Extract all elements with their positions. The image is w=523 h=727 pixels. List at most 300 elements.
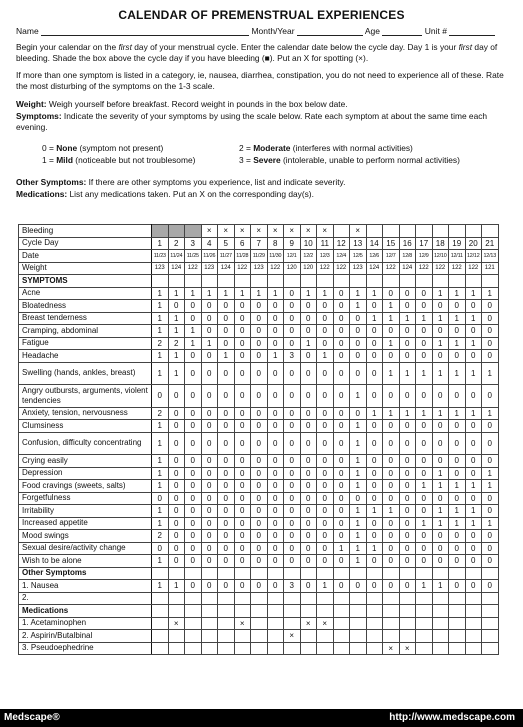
symptom-rating-cell[interactable]: 0: [267, 480, 284, 493]
symptom-rating-cell[interactable]: 0: [449, 542, 466, 555]
symptom-rating-cell[interactable]: 0: [333, 530, 350, 543]
symptom-rating-cell[interactable]: 0: [234, 542, 251, 555]
symptom-rating-cell[interactable]: 1: [366, 407, 383, 420]
symptom-rating-cell[interactable]: 0: [218, 480, 235, 493]
medication-cell[interactable]: [366, 630, 383, 643]
symptom-rating-cell[interactable]: 0: [383, 517, 400, 530]
symptom-rating-cell[interactable]: 0: [201, 492, 218, 505]
symptom-rating-cell[interactable]: 1: [465, 480, 482, 493]
other-symptom-cell[interactable]: 0: [218, 580, 235, 593]
medication-cell[interactable]: [284, 642, 301, 655]
symptom-rating-cell[interactable]: 0: [416, 350, 433, 363]
other-symptom-cell[interactable]: [465, 592, 482, 605]
date-cell[interactable]: 11/27: [218, 250, 235, 263]
symptom-rating-cell[interactable]: 1: [482, 480, 499, 493]
symptom-rating-cell[interactable]: 0: [267, 492, 284, 505]
symptom-rating-cell[interactable]: 1: [350, 517, 367, 530]
symptom-rating-cell[interactable]: 1: [449, 362, 466, 385]
other-symptom-cell[interactable]: [416, 592, 433, 605]
symptom-rating-cell[interactable]: 0: [185, 492, 202, 505]
symptom-rating-cell[interactable]: 0: [300, 432, 317, 455]
medication-cell[interactable]: [300, 630, 317, 643]
bleeding-shaded-cell[interactable]: [185, 225, 202, 238]
symptom-rating-cell[interactable]: 1: [152, 505, 169, 518]
spotting-x-cell[interactable]: ×: [201, 225, 218, 238]
symptom-rating-cell[interactable]: 0: [234, 467, 251, 480]
symptom-rating-cell[interactable]: 0: [284, 420, 301, 433]
weight-cell[interactable]: 124: [366, 262, 383, 275]
symptom-rating-cell[interactable]: 0: [267, 530, 284, 543]
symptom-rating-cell[interactable]: 0: [416, 337, 433, 350]
medication-cell[interactable]: [201, 617, 218, 630]
symptom-rating-cell[interactable]: 0: [267, 337, 284, 350]
symptom-rating-cell[interactable]: 0: [399, 287, 416, 300]
symptom-rating-cell[interactable]: 0: [383, 555, 400, 568]
symptom-rating-cell[interactable]: 1: [350, 420, 367, 433]
symptom-rating-cell[interactable]: 0: [333, 505, 350, 518]
date-cell[interactable]: 12/5: [350, 250, 367, 263]
symptom-rating-cell[interactable]: 0: [251, 312, 268, 325]
symptom-rating-cell[interactable]: 0: [201, 385, 218, 408]
symptom-rating-cell[interactable]: 0: [234, 455, 251, 468]
cycle-day-cell[interactable]: 11: [317, 237, 334, 250]
symptom-rating-cell[interactable]: 1: [383, 300, 400, 313]
symptom-rating-cell[interactable]: 0: [333, 555, 350, 568]
symptom-rating-cell[interactable]: 1: [449, 505, 466, 518]
symptom-rating-cell[interactable]: 1: [432, 505, 449, 518]
other-symptom-cell[interactable]: 3: [284, 580, 301, 593]
symptom-rating-cell[interactable]: 0: [284, 505, 301, 518]
symptom-rating-cell[interactable]: 0: [366, 517, 383, 530]
weight-cell[interactable]: 123: [350, 262, 367, 275]
other-symptom-cell[interactable]: [152, 592, 169, 605]
symptom-rating-cell[interactable]: 0: [185, 467, 202, 480]
medication-cell[interactable]: [251, 630, 268, 643]
symptom-rating-cell[interactable]: 0: [399, 420, 416, 433]
symptom-rating-cell[interactable]: 0: [218, 325, 235, 338]
symptom-rating-cell[interactable]: 0: [300, 325, 317, 338]
symptom-rating-cell[interactable]: 1: [152, 555, 169, 568]
symptom-rating-cell[interactable]: 0: [399, 432, 416, 455]
symptom-rating-cell[interactable]: 0: [333, 287, 350, 300]
symptom-rating-cell[interactable]: 0: [284, 517, 301, 530]
symptom-rating-cell[interactable]: 0: [482, 432, 499, 455]
symptom-rating-cell[interactable]: 0: [201, 505, 218, 518]
medication-cell[interactable]: [317, 642, 334, 655]
symptom-rating-cell[interactable]: 0: [416, 467, 433, 480]
other-symptom-cell[interactable]: [432, 592, 449, 605]
medication-cell[interactable]: [482, 617, 499, 630]
symptom-rating-cell[interactable]: 0: [416, 325, 433, 338]
symptom-rating-cell[interactable]: 1: [465, 337, 482, 350]
symptom-rating-cell[interactable]: 0: [416, 385, 433, 408]
symptom-rating-cell[interactable]: 0: [482, 325, 499, 338]
symptom-rating-cell[interactable]: 0: [300, 420, 317, 433]
other-symptom-cell[interactable]: 1: [152, 580, 169, 593]
date-cell[interactable]: 12/13: [482, 250, 499, 263]
date-cell[interactable]: 12/3: [317, 250, 334, 263]
symptom-rating-cell[interactable]: 0: [383, 467, 400, 480]
symptom-rating-cell[interactable]: 0: [267, 467, 284, 480]
date-cell[interactable]: 12/2: [300, 250, 317, 263]
symptom-rating-cell[interactable]: 0: [284, 337, 301, 350]
symptom-rating-cell[interactable]: 0: [383, 420, 400, 433]
symptom-rating-cell[interactable]: 2: [168, 337, 185, 350]
symptom-rating-cell[interactable]: 1: [383, 505, 400, 518]
symptom-rating-cell[interactable]: 0: [416, 530, 433, 543]
symptom-rating-cell[interactable]: 0: [432, 555, 449, 568]
symptom-rating-cell[interactable]: 0: [482, 455, 499, 468]
medication-cell[interactable]: [416, 642, 433, 655]
other-symptom-cell[interactable]: 1: [317, 580, 334, 593]
weight-cell[interactable]: 122: [449, 262, 466, 275]
symptom-rating-cell[interactable]: 1: [432, 480, 449, 493]
symptom-rating-cell[interactable]: 1: [350, 385, 367, 408]
symptom-rating-cell[interactable]: 1: [449, 480, 466, 493]
date-cell[interactable]: 11/25: [185, 250, 202, 263]
medication-cell[interactable]: [399, 630, 416, 643]
medication-cell[interactable]: [350, 642, 367, 655]
symptom-rating-cell[interactable]: 0: [218, 492, 235, 505]
symptom-rating-cell[interactable]: 1: [152, 467, 169, 480]
medication-taken-cell[interactable]: ×: [168, 617, 185, 630]
symptom-rating-cell[interactable]: 0: [168, 542, 185, 555]
symptom-rating-cell[interactable]: 1: [152, 287, 169, 300]
symptom-rating-cell[interactable]: 0: [168, 505, 185, 518]
symptom-rating-cell[interactable]: 1: [152, 420, 169, 433]
symptom-rating-cell[interactable]: 1: [317, 350, 334, 363]
cycle-day-cell[interactable]: 2: [168, 237, 185, 250]
symptom-rating-cell[interactable]: 0: [234, 312, 251, 325]
weight-cell[interactable]: 122: [317, 262, 334, 275]
symptom-rating-cell[interactable]: 0: [465, 325, 482, 338]
symptom-rating-cell[interactable]: 0: [251, 480, 268, 493]
symptom-rating-cell[interactable]: 1: [416, 480, 433, 493]
symptom-rating-cell[interactable]: 0: [449, 385, 466, 408]
symptom-rating-cell[interactable]: 0: [284, 530, 301, 543]
symptom-rating-cell[interactable]: 0: [201, 362, 218, 385]
weight-cell[interactable]: 124: [168, 262, 185, 275]
symptom-rating-cell[interactable]: 0: [251, 407, 268, 420]
other-symptom-cell[interactable]: 0: [201, 580, 218, 593]
symptom-rating-cell[interactable]: 0: [317, 555, 334, 568]
symptom-rating-cell[interactable]: 0: [399, 542, 416, 555]
symptom-rating-cell[interactable]: 0: [366, 362, 383, 385]
symptom-rating-cell[interactable]: 0: [482, 542, 499, 555]
symptom-rating-cell[interactable]: 0: [482, 385, 499, 408]
symptom-rating-cell[interactable]: 0: [465, 432, 482, 455]
symptom-rating-cell[interactable]: 0: [432, 300, 449, 313]
other-symptom-cell[interactable]: 0: [449, 580, 466, 593]
other-symptom-cell[interactable]: [383, 592, 400, 605]
medication-cell[interactable]: [383, 630, 400, 643]
symptom-rating-cell[interactable]: 1: [350, 505, 367, 518]
symptom-rating-cell[interactable]: 0: [201, 350, 218, 363]
symptom-rating-cell[interactable]: 1: [350, 530, 367, 543]
symptom-rating-cell[interactable]: 1: [300, 287, 317, 300]
medication-cell[interactable]: [333, 630, 350, 643]
symptom-rating-cell[interactable]: 0: [383, 350, 400, 363]
symptom-rating-cell[interactable]: 0: [333, 312, 350, 325]
symptom-rating-cell[interactable]: 0: [168, 555, 185, 568]
medication-cell[interactable]: [201, 630, 218, 643]
symptom-rating-cell[interactable]: 0: [267, 420, 284, 433]
symptom-rating-cell[interactable]: 0: [201, 542, 218, 555]
date-cell[interactable]: 11/24: [168, 250, 185, 263]
symptom-rating-cell[interactable]: 1: [350, 455, 367, 468]
symptom-rating-cell[interactable]: 0: [317, 542, 334, 555]
symptom-rating-cell[interactable]: 0: [185, 420, 202, 433]
medication-cell[interactable]: [300, 642, 317, 655]
medication-cell[interactable]: [366, 642, 383, 655]
symptom-rating-cell[interactable]: 0: [201, 325, 218, 338]
symptom-rating-cell[interactable]: 1: [251, 287, 268, 300]
symptom-rating-cell[interactable]: 0: [185, 505, 202, 518]
symptom-rating-cell[interactable]: 0: [284, 492, 301, 505]
symptom-rating-cell[interactable]: 0: [168, 385, 185, 408]
symptom-rating-cell[interactable]: 0: [251, 467, 268, 480]
symptom-rating-cell[interactable]: 0: [218, 455, 235, 468]
symptom-rating-cell[interactable]: 0: [251, 337, 268, 350]
symptom-rating-cell[interactable]: 0: [366, 530, 383, 543]
symptom-rating-cell[interactable]: 0: [300, 492, 317, 505]
symptom-rating-cell[interactable]: 0: [399, 455, 416, 468]
bleeding-cell[interactable]: [366, 225, 383, 238]
symptom-rating-cell[interactable]: 0: [201, 530, 218, 543]
weight-cell[interactable]: 122: [267, 262, 284, 275]
symptom-rating-cell[interactable]: 0: [465, 542, 482, 555]
symptom-rating-cell[interactable]: 0: [482, 350, 499, 363]
symptom-rating-cell[interactable]: 3: [284, 350, 301, 363]
symptom-rating-cell[interactable]: 0: [251, 362, 268, 385]
symptom-rating-cell[interactable]: 1: [185, 325, 202, 338]
symptom-rating-cell[interactable]: 0: [300, 517, 317, 530]
date-cell[interactable]: 11/26: [201, 250, 218, 263]
symptom-rating-cell[interactable]: 0: [366, 325, 383, 338]
symptom-rating-cell[interactable]: 0: [152, 542, 169, 555]
symptom-rating-cell[interactable]: 0: [333, 480, 350, 493]
symptom-rating-cell[interactable]: 0: [185, 555, 202, 568]
symptom-rating-cell[interactable]: 0: [449, 350, 466, 363]
medication-cell[interactable]: [449, 630, 466, 643]
symptom-rating-cell[interactable]: 0: [317, 505, 334, 518]
symptom-rating-cell[interactable]: 1: [383, 407, 400, 420]
symptom-rating-cell[interactable]: 1: [168, 287, 185, 300]
symptom-rating-cell[interactable]: 1: [152, 350, 169, 363]
medication-cell[interactable]: [284, 617, 301, 630]
cycle-day-cell[interactable]: 3: [185, 237, 202, 250]
symptom-rating-cell[interactable]: 0: [399, 385, 416, 408]
symptom-rating-cell[interactable]: 0: [201, 467, 218, 480]
symptom-rating-cell[interactable]: 0: [267, 455, 284, 468]
symptom-rating-cell[interactable]: 0: [185, 407, 202, 420]
bleeding-cell[interactable]: [399, 225, 416, 238]
symptom-rating-cell[interactable]: 0: [317, 325, 334, 338]
symptom-rating-cell[interactable]: 0: [152, 492, 169, 505]
symptom-rating-cell[interactable]: 0: [317, 492, 334, 505]
symptom-rating-cell[interactable]: 0: [449, 555, 466, 568]
other-symptom-cell[interactable]: [300, 592, 317, 605]
other-symptom-cell[interactable]: 1: [432, 580, 449, 593]
symptom-rating-cell[interactable]: 0: [366, 432, 383, 455]
symptom-rating-cell[interactable]: 0: [432, 350, 449, 363]
other-symptom-cell[interactable]: 0: [399, 580, 416, 593]
other-symptom-cell[interactable]: [350, 592, 367, 605]
cycle-day-cell[interactable]: 15: [383, 237, 400, 250]
date-cell[interactable]: 12/8: [399, 250, 416, 263]
other-symptom-cell[interactable]: [284, 592, 301, 605]
symptom-rating-cell[interactable]: 0: [449, 420, 466, 433]
other-symptom-cell[interactable]: 0: [366, 580, 383, 593]
other-symptom-cell[interactable]: 0: [267, 580, 284, 593]
other-symptom-cell[interactable]: 0: [482, 580, 499, 593]
symptom-rating-cell[interactable]: 0: [251, 350, 268, 363]
medication-cell[interactable]: [383, 617, 400, 630]
symptom-rating-cell[interactable]: 2: [152, 530, 169, 543]
weight-cell[interactable]: 124: [399, 262, 416, 275]
symptom-rating-cell[interactable]: 0: [416, 300, 433, 313]
date-cell[interactable]: 12/1: [284, 250, 301, 263]
symptom-rating-cell[interactable]: 1: [350, 542, 367, 555]
symptom-rating-cell[interactable]: 0: [185, 432, 202, 455]
symptom-rating-cell[interactable]: 1: [366, 287, 383, 300]
symptom-rating-cell[interactable]: 0: [218, 530, 235, 543]
symptom-rating-cell[interactable]: 1: [168, 325, 185, 338]
symptom-rating-cell[interactable]: 0: [317, 407, 334, 420]
symptom-rating-cell[interactable]: 0: [168, 492, 185, 505]
symptom-rating-cell[interactable]: 0: [267, 505, 284, 518]
medication-cell[interactable]: [482, 642, 499, 655]
symptom-rating-cell[interactable]: 1: [366, 312, 383, 325]
symptom-rating-cell[interactable]: 0: [185, 362, 202, 385]
symptom-rating-cell[interactable]: 1: [449, 337, 466, 350]
symptom-rating-cell[interactable]: 1: [366, 505, 383, 518]
symptom-rating-cell[interactable]: 0: [201, 300, 218, 313]
medication-cell[interactable]: [185, 630, 202, 643]
cycle-day-cell[interactable]: 16: [399, 237, 416, 250]
symptom-rating-cell[interactable]: 0: [201, 455, 218, 468]
symptom-rating-cell[interactable]: 1: [432, 407, 449, 420]
symptom-rating-cell[interactable]: 0: [168, 432, 185, 455]
symptom-rating-cell[interactable]: 0: [449, 325, 466, 338]
symptom-rating-cell[interactable]: 0: [465, 350, 482, 363]
symptom-rating-cell[interactable]: 0: [449, 432, 466, 455]
symptom-rating-cell[interactable]: 0: [267, 555, 284, 568]
cycle-day-cell[interactable]: 9: [284, 237, 301, 250]
symptom-rating-cell[interactable]: 0: [284, 312, 301, 325]
symptom-rating-cell[interactable]: 0: [432, 420, 449, 433]
symptom-rating-cell[interactable]: 0: [383, 432, 400, 455]
symptom-rating-cell[interactable]: 0: [234, 432, 251, 455]
date-cell[interactable]: 12/9: [416, 250, 433, 263]
bleeding-shaded-cell[interactable]: [152, 225, 169, 238]
symptom-rating-cell[interactable]: 0: [383, 492, 400, 505]
weight-cell[interactable]: 122: [234, 262, 251, 275]
symptom-rating-cell[interactable]: 0: [383, 455, 400, 468]
other-symptom-cell[interactable]: 0: [333, 580, 350, 593]
symptom-rating-cell[interactable]: 0: [449, 530, 466, 543]
symptom-rating-cell[interactable]: 1: [383, 337, 400, 350]
symptom-rating-cell[interactable]: 0: [218, 555, 235, 568]
symptom-rating-cell[interactable]: 0: [366, 480, 383, 493]
symptom-rating-cell[interactable]: 0: [168, 480, 185, 493]
symptom-rating-cell[interactable]: 0: [267, 362, 284, 385]
other-symptom-cell[interactable]: [168, 592, 185, 605]
symptom-rating-cell[interactable]: 0: [317, 300, 334, 313]
symptom-rating-cell[interactable]: 0: [251, 505, 268, 518]
name-field[interactable]: [41, 26, 249, 36]
symptom-rating-cell[interactable]: 1: [152, 480, 169, 493]
symptom-rating-cell[interactable]: 0: [383, 325, 400, 338]
other-symptom-cell[interactable]: 0: [251, 580, 268, 593]
symptom-rating-cell[interactable]: 0: [449, 467, 466, 480]
other-symptom-cell[interactable]: [251, 592, 268, 605]
symptom-rating-cell[interactable]: 0: [201, 407, 218, 420]
bleeding-cell[interactable]: [416, 225, 433, 238]
medication-cell[interactable]: [333, 642, 350, 655]
symptom-rating-cell[interactable]: 0: [350, 407, 367, 420]
symptom-rating-cell[interactable]: 0: [201, 312, 218, 325]
cycle-day-cell[interactable]: 4: [201, 237, 218, 250]
symptom-rating-cell[interactable]: 0: [234, 362, 251, 385]
symptom-rating-cell[interactable]: 1: [350, 467, 367, 480]
weight-cell[interactable]: 124: [218, 262, 235, 275]
symptom-rating-cell[interactable]: 0: [399, 555, 416, 568]
symptom-rating-cell[interactable]: 0: [333, 407, 350, 420]
symptom-rating-cell[interactable]: 0: [399, 505, 416, 518]
symptom-rating-cell[interactable]: 0: [383, 287, 400, 300]
spotting-x-cell[interactable]: ×: [234, 225, 251, 238]
weight-cell[interactable]: 122: [383, 262, 400, 275]
bleeding-cell[interactable]: [449, 225, 466, 238]
symptom-rating-cell[interactable]: 0: [465, 492, 482, 505]
symptom-rating-cell[interactable]: 0: [482, 555, 499, 568]
symptom-rating-cell[interactable]: 1: [432, 287, 449, 300]
symptom-rating-cell[interactable]: 0: [333, 492, 350, 505]
symptom-rating-cell[interactable]: 1: [168, 312, 185, 325]
symptom-rating-cell[interactable]: 0: [284, 542, 301, 555]
symptom-rating-cell[interactable]: 0: [333, 517, 350, 530]
symptom-rating-cell[interactable]: 0: [416, 505, 433, 518]
symptom-rating-cell[interactable]: 0: [432, 530, 449, 543]
symptom-rating-cell[interactable]: 0: [234, 517, 251, 530]
medication-cell[interactable]: [234, 642, 251, 655]
symptom-rating-cell[interactable]: 0: [185, 385, 202, 408]
symptom-rating-cell[interactable]: 0: [251, 325, 268, 338]
symptom-rating-cell[interactable]: 0: [317, 420, 334, 433]
symptom-rating-cell[interactable]: 0: [333, 455, 350, 468]
symptom-rating-cell[interactable]: 0: [251, 420, 268, 433]
symptom-rating-cell[interactable]: 0: [366, 385, 383, 408]
symptom-rating-cell[interactable]: 0: [416, 542, 433, 555]
symptom-rating-cell[interactable]: 0: [185, 517, 202, 530]
medication-cell[interactable]: [152, 617, 169, 630]
symptom-rating-cell[interactable]: 0: [432, 432, 449, 455]
medication-cell[interactable]: [267, 642, 284, 655]
symptom-rating-cell[interactable]: 0: [267, 517, 284, 530]
date-cell[interactable]: 12/6: [366, 250, 383, 263]
cycle-day-cell[interactable]: 20: [465, 237, 482, 250]
symptom-rating-cell[interactable]: 0: [317, 312, 334, 325]
symptom-rating-cell[interactable]: 0: [234, 420, 251, 433]
symptom-rating-cell[interactable]: 0: [185, 542, 202, 555]
symptom-rating-cell[interactable]: 0: [218, 517, 235, 530]
symptom-rating-cell[interactable]: 2: [152, 407, 169, 420]
medication-cell[interactable]: [251, 617, 268, 630]
other-symptom-cell[interactable]: [399, 592, 416, 605]
symptom-rating-cell[interactable]: 0: [284, 287, 301, 300]
symptom-rating-cell[interactable]: 0: [168, 467, 185, 480]
